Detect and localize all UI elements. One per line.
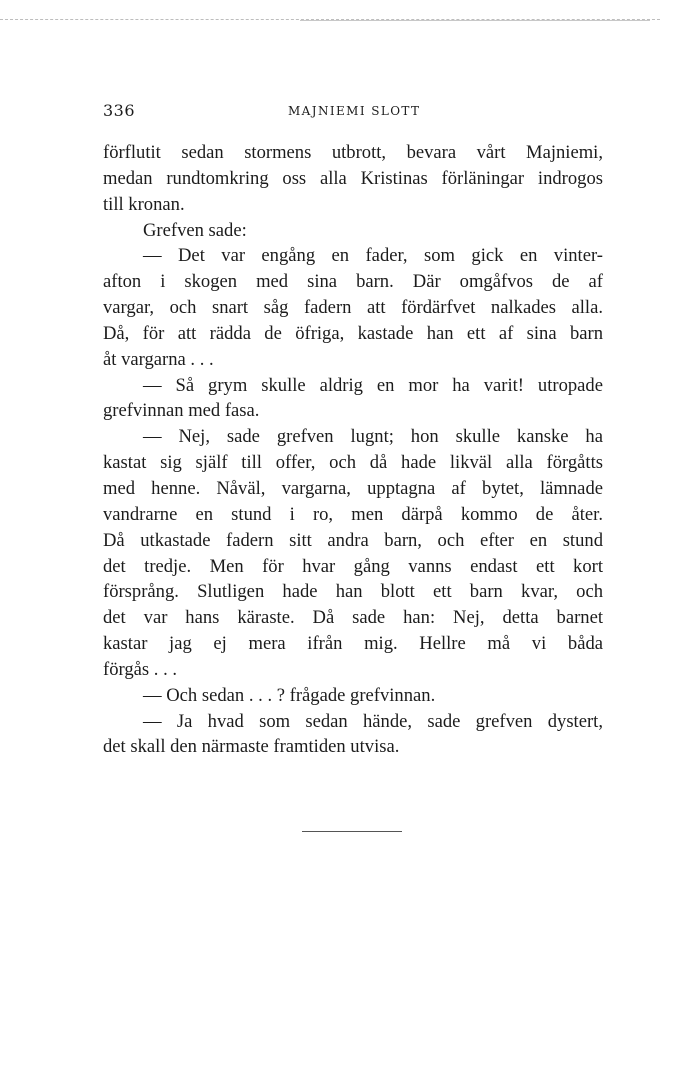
text-line: medan rundtomkring oss alla Kristinas förläningar indrogos	[103, 167, 603, 189]
text-line: förgås . . .	[103, 658, 178, 680]
text-line: det skall den närmaste framtiden utvisa.	[103, 736, 400, 758]
text-line: — Det var engång en fader, som gick en vinter-	[143, 245, 603, 267]
text-line: åt vargarna . . .	[103, 348, 214, 370]
text-line: Grefven sade:	[143, 219, 247, 241]
text-line: kastat sig själf till offer, och då hade likväl alla förgåtts	[103, 452, 603, 474]
text-line: afton i skogen med sina barn. Där omgåfvos de af	[103, 271, 603, 293]
text-line: med henne. Nåväl, vargarna, upptagna af bytet, lämnade	[103, 477, 603, 499]
text-line: Då utkastade fadern sitt andra barn, och efter en stund	[103, 529, 603, 551]
page-number: 336	[103, 101, 136, 120]
text-line: — Ja hvad som sedan hände, sade grefven dystert,	[143, 710, 603, 732]
text-line: det var hans käraste. Då sade han: Nej, detta barnet	[103, 607, 603, 629]
text-line: — Och sedan . . . ? frågade grefvinnan.	[143, 684, 436, 706]
text-line: — Nej, sade grefven lugnt; hon skulle kanske ha	[143, 426, 603, 448]
text-line: — Så grym skulle aldrig en mor ha varit! utropade	[143, 374, 603, 396]
text-line: försprång. Slutligen hade han blott ett barn kvar, och	[103, 581, 603, 603]
text-line: det tredje. Men för hvar gång vanns endast ett kort	[103, 555, 603, 577]
text-line: grefvinnan med fasa.	[103, 400, 260, 422]
text-line: till kronan.	[103, 193, 185, 215]
top-page-edge-rule	[300, 20, 650, 21]
text-line: vandrarne en stund i ro, men därpå kommo de åter.	[103, 503, 603, 525]
text-line: vargar, och snart såg fadern att fördärfvet nalkades alla.	[103, 297, 603, 319]
text-line: kastar jag ej mera ifrån mig. Hellre må vi båda	[103, 633, 603, 655]
text-line: förflutit sedan stormens utbrott, bevara vårt Majniemi,	[103, 142, 603, 163]
page-header	[103, 101, 603, 121]
running-head: MAJNIEMI SLOTT	[288, 104, 421, 118]
text-line: Då, för att rädda de öfriga, kastade han ett af sina barn	[103, 322, 603, 344]
body-text	[103, 140, 603, 760]
end-of-chapter-rule	[302, 831, 402, 832]
